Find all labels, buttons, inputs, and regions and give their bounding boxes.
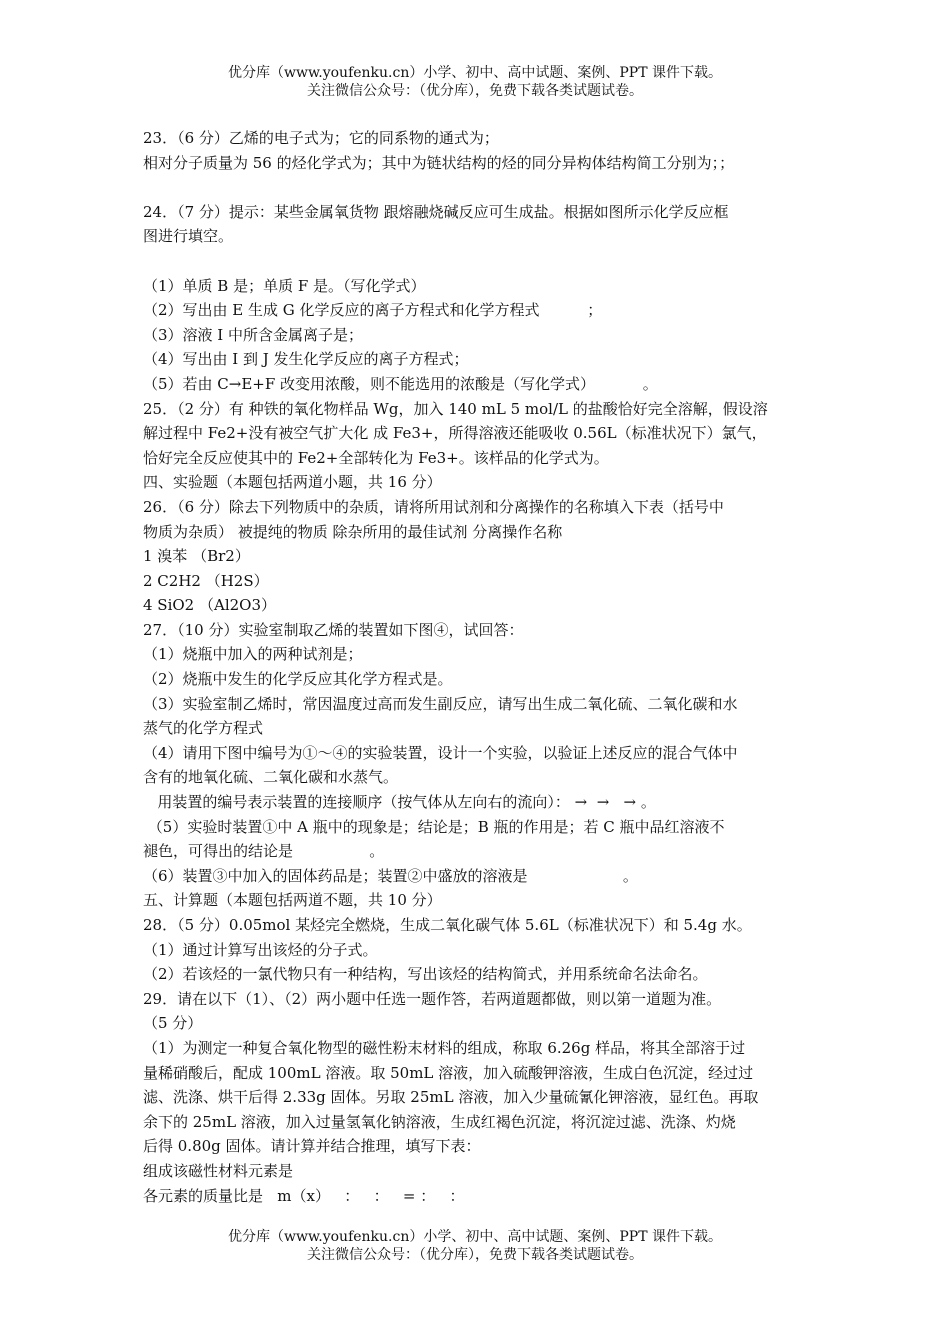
text-line: （1）通过计算写出该烃的分子式。 [143,940,378,959]
document-body [143,126,815,1208]
text-line: 相对分子质量为 56 的烃化学式为；其中为链状结构的烃的同分异构体结构简工分别为；； [143,153,735,172]
text-line: （5 分） [143,1014,203,1033]
footer-line-1: 优分库（www.youfenku.cn）小学、初中、高中试题、案例、PPT 课件下载。 [227,1229,722,1245]
header-line-1: 优分库（www.youfenku.cn）小学、初中、高中试题、案例、PPT 课件下载。 [227,65,722,81]
text-line: 2 C2H2 （H2S） [143,571,269,590]
text-line: 1 溴苯 （Br2） [143,547,250,566]
text-line: 26．（6 分）除去下列物质中的杂质，请将所用试剂和分离操作的名称填入下表（括号中 [143,497,724,516]
text-line: 用装置的编号表示装置的连接顺序（按气体从左向右的流向）： → → → 。 [143,793,656,812]
text-line: 滤、洗涤、烘干后得 2.33g 固体。另取 25mL 溶液，加入少量硫氰化钾溶液，显红色。再取 [143,1088,759,1107]
text-line: （6）装置③中加入的固体药品是；装置②中盛放的溶液是 。 [143,866,638,885]
text-line: 含有的地氧化硫、二氧化碳和水蒸气。 [143,768,399,787]
text-line: （3）溶液 I 中所含金属离子是； [143,325,364,344]
text-line: （5）实验时装置①中 A 瓶中的现象是；结论是；B 瓶的作用是；若 C 瓶中品红溶液不 [143,817,725,836]
text-line: （4）写出由 I 到 J 发生化学反应的离子方程式； [143,350,469,369]
text-line: （1）单质 B 是；单质 F 是。（写化学式） [143,276,426,295]
text-line: 4 SiO2 （Al2O3） [143,596,277,615]
text-line: 后得 0.80g 固体。请计算并结合推理，填写下表： [143,1137,481,1156]
section-heading: 五、计算题（本题包括两道不题，共 10 分） [143,891,442,910]
text-line: 27．（10 分）实验室制取乙烯的装置如下图④，试回答： [143,620,524,639]
text-line: 物质为杂质） 被提纯的物质 除杂所用的最佳试剂 分离操作名称 [143,522,563,541]
blank-line [143,175,815,200]
text-line: 各元素的质量比是 m（x） ： ： = ： ： [143,1186,465,1205]
text-line: （1）烧瓶中加入的两种试剂是； [143,645,363,664]
text-line: 28．（5 分）0.05mol 某烃完全燃烧，生成二氧化碳气体 5.6L（标准状况下）和 5.4g 水。 [143,916,752,934]
text-line: 量稀硝酸后，配成 100mL 溶液。取 50mL 溶液，加入硫酸钾溶液，生成白色沉淀，经过过 [143,1063,754,1082]
text-line: （2）写出由 E 生成 G 化学反应的离子方程式和化学方程式 ； [143,301,603,320]
text-line: （5）若由 C→E+F 改变用浓酸，则不能选用的浓酸是（写化学式） 。 [143,374,658,393]
page-header [0,64,950,100]
text-line: （1）为测定一种复合氧化物型的磁性粉末材料的组成，称取 6.26g 样品，将其全部溶于过 [143,1038,746,1057]
footer-line-2: 关注微信公众号：（优分库），免费下载各类试题试卷。 [307,1247,643,1263]
blank-line [143,249,815,274]
text-line: 29．请在以下（1）、（2）两小题中任选一题作答，若两道题都做，则以第一道题为准。 [143,989,722,1008]
text-line: （3）实验室制乙烯时，常因温度过高而发生副反应，请写出生成二氧化硫、二氧化碳和水 [143,694,738,713]
section-heading: 四、实验题（本题包括两道小题，共 16 分） [143,473,442,492]
text-line: 余下的 25mL 溶液，加入过量氢氧化钠溶液，生成红褐色沉淀，将沉淀过滤、洗涤、灼烧 [143,1112,736,1131]
page-footer [0,1228,950,1264]
text-line: 图进行填空。 [143,227,234,246]
text-line: 蒸气的化学方程式 [143,719,311,738]
text-line: 25．（2 分）有 种铁的氧化物样品 Wg，加入 140 mL 5 mol/L 的盐酸恰好完全溶解，假设溶 [143,399,768,418]
text-line: （2）烧瓶中发生的化学反应其化学方程式是。 [143,670,453,689]
text-line: 组成该磁性材料元素是 [143,1161,294,1180]
text-line: 23．（6 分）乙烯的电子式为；它的同系物的通式为； [143,129,499,147]
text-line: 解过程中 Fe2+没有被空气扩大化 成 Fe3+，所得溶液还能吸收 0.56L（标准状况下）氯气， [143,424,767,443]
text-line: 褪色，可得出的结论是 。 [143,842,385,861]
text-line: （2）若该烃的一氯代物只有一种结构，写出该烃的结构简式，并用系统命名法命名。 [143,965,708,984]
header-line-2: 关注微信公众号：（优分库），免费下载各类试题试卷。 [307,83,643,99]
text-line: （4）请用下图中编号为①～④的实验装置，设计一个实验，以验证上述反应的混合气体中 [143,743,738,762]
text-line: 恰好完全反应使其中的 Fe2+全部转化为 Fe3+。该样品的化学式为。 [143,448,609,467]
text-line: 24．（7 分）提示：某些金属氧货物 跟熔融烧碱反应可生成盐。根据如图所示化学反应框 [143,202,729,221]
